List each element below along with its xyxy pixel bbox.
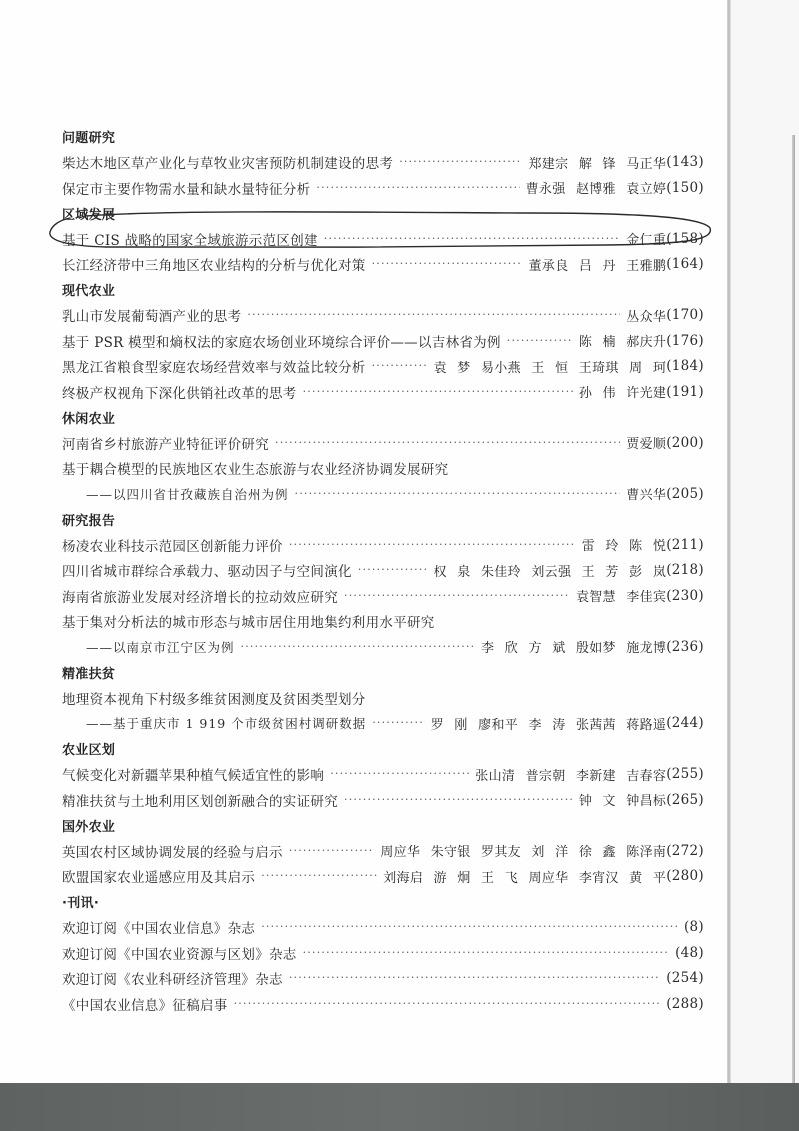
toc-entry[interactable] [62,991,704,1017]
page-number: (272) [666,842,704,859]
article-authors: 袁 梦 易小燕 王 恒 王琦琪 周 珂 [433,360,667,376]
dot-leader [289,843,375,859]
page-number: (150) [666,179,704,196]
article-authors: 孙 伟 许光建 [578,386,667,402]
toc-entry[interactable] [62,762,704,788]
article-title: 基于 CIS 战略的国家全域旅游示范区创建 [62,232,318,249]
article-authors: 曹永强 赵博雅 袁立婷 [525,182,667,198]
toc-entry[interactable] [62,583,704,609]
article-title: 基于耦合模型的民族地区农业生态旅游与农业经济协调发展研究 [62,462,449,479]
article-title: 杨凌农业科技示范园区创新能力评价 [62,538,283,555]
section-heading: 现代农业 [62,284,116,300]
dot-leader [241,639,476,655]
dot-leader [344,588,570,604]
dot-leader [316,180,519,196]
section-heading: 农业区划 [62,743,116,759]
article-title: 欢迎订阅《中国农业资源与区划》杂志 [62,946,297,963]
article-authors: 周应华 朱守银 罗其友 刘 洋 徐 鑫 陈泽南 [380,845,667,861]
article-authors: 陈 楠 郝庆升 [578,335,667,351]
toc-entry-title-line[interactable] [62,456,704,482]
toc-entry[interactable] [62,838,704,864]
article-title: 地理资本视角下村级多维贫困测度及贫困类型划分 [62,691,366,708]
toc-entry[interactable] [62,711,704,737]
page-number: (164) [666,256,704,273]
toc-entry[interactable] [62,558,704,584]
dot-leader [324,231,620,247]
article-authors: 张山清 普宗朝 李新建 吉春容 [475,768,667,784]
table-of-contents [62,124,704,1017]
dot-leader [372,358,428,374]
dot-leader [261,919,678,935]
toc-entry[interactable] [62,379,704,405]
article-authors: 刘海启 游 炯 王 飞 周应华 李宵汉 黄 平 [383,870,667,886]
article-authors: 雷 玲 陈 悦 [581,539,667,555]
dot-leader [289,537,576,553]
toc-entry[interactable] [62,303,704,329]
scanner-background [0,1083,799,1131]
dot-leader [372,715,424,731]
dot-leader [303,384,573,400]
toc-entry-title-line[interactable] [62,685,704,711]
article-title: 英国农村区域协调发展的经验与启示 [62,844,283,861]
dot-leader [234,996,661,1012]
section-heading: 研究报告 [62,513,116,529]
page-number: (200) [666,434,704,451]
dot-leader [358,562,428,578]
adjacent-page-edge [731,0,799,1083]
dot-leader [289,970,660,986]
article-subtitle: ——基于重庆市 1 919 个市级贫困村调研数据 [86,716,367,732]
page-number: (176) [666,332,704,349]
toc-entry[interactable] [62,966,704,992]
adjacent-page-border [792,135,795,1083]
article-authors: 曹兴华 [626,488,667,504]
toc-entry[interactable] [62,634,704,660]
toc-entry[interactable] [62,150,704,176]
dot-leader [261,868,377,884]
section-heading: 精准扶贫 [62,666,116,682]
article-authors: 贾爱顺 [626,437,667,453]
article-authors: 郑建宗 解 锋 马正华 [528,156,667,172]
toc-entry[interactable] [62,532,704,558]
page-number: (265) [666,791,704,808]
toc-entry[interactable] [62,354,704,380]
article-authors: 罗 刚 廖和平 李 涛 张茜茜 蒋路遥 [430,717,667,733]
page-number: (244) [666,715,704,732]
page-number: (170) [666,307,704,324]
toc-entry[interactable] [62,430,704,456]
article-authors: 钟 文 钟昌标 [578,794,667,810]
page-number: (158) [666,230,704,247]
section-heading: 休闲农业 [62,411,116,427]
page-number: (8) [683,919,704,936]
article-authors: 金仁重 [626,233,667,249]
page-number: (205) [666,485,704,502]
toc-entry[interactable] [62,252,704,278]
section-heading: 问题研究 [62,131,116,147]
article-authors: 袁智慧 李佳宾 [575,590,667,606]
article-title: 终极产权视角下深化供销社改革的思考 [62,385,297,402]
toc-entry[interactable] [62,481,704,507]
dot-leader [344,792,573,808]
article-title: 欧盟国家农业遥感应用及其启示 [62,870,256,887]
page-number: (184) [666,358,704,375]
article-title: 河南省乡村旅游产业特征评价研究 [62,436,269,453]
dot-leader [303,945,669,961]
page-number: (230) [666,587,704,604]
toc-entry[interactable] [62,864,704,890]
section-heading: 区域发展 [62,207,116,223]
toc-entry[interactable] [62,915,704,941]
page-number: (280) [666,868,704,885]
article-authors: 李 欣 方 斌 殷如梦 施龙博 [481,641,667,657]
article-title: 海南省旅游业发展对经济增长的拉动效应研究 [62,589,338,606]
page-number: (255) [666,766,704,783]
page-number: (211) [666,536,704,553]
dot-leader [247,307,620,323]
article-title: 四川省城市群综合承载力、驱动因子与空间演化 [62,564,352,581]
page-number: (191) [666,383,704,400]
article-title: 欢迎订阅《中国农业信息》杂志 [62,921,256,938]
dot-leader [507,333,573,349]
article-subtitle: ——以四川省甘孜藏族自治州为例 [86,486,289,502]
article-title: 保定市主要作物需水量和缺水量特征分析 [62,181,311,198]
article-title: 长江经济带中三角地区农业结构的分析与优化对策 [62,258,366,275]
article-authors: 董承良 吕 丹 王雅鹏 [528,258,667,274]
article-authors: 丛众华 [626,309,667,325]
toc-entry[interactable] [62,940,704,966]
article-title: 基于 PSR 模型和熵权法的家庭农场创业环境综合评价——以吉林省为例 [62,334,501,351]
toc-entry-title-line[interactable] [62,609,704,635]
dot-leader [372,256,523,272]
article-authors: 权 泉 朱佳玲 刘云强 王 芳 彭 岚 [433,564,667,580]
article-title: 《中国农业信息》征稿启事 [62,997,228,1014]
article-title: 基于集对分析法的城市形态与城市居住用地集约利用水平研究 [62,615,435,632]
article-title: 乳山市发展葡萄酒产业的思考 [62,309,242,326]
section-heading: 国外农业 [62,819,116,835]
page-number: (254) [666,970,704,987]
section-heading: ·刊讯· [62,896,100,912]
article-title: 精准扶贫与土地利用区划创新融合的实证研究 [62,793,338,810]
page-number: (218) [666,562,704,579]
page-number: (236) [666,638,704,655]
toc-entry[interactable] [62,787,704,813]
dot-leader [399,154,522,170]
dot-leader [275,435,620,451]
page-number: (143) [666,154,704,171]
article-subtitle: ——以南京市江宁区为例 [86,639,235,655]
toc-entry[interactable] [62,226,704,252]
article-title: 柴达木地区草产业化与草牧业灾害预防机制建设的思考 [62,156,394,173]
dot-leader [330,766,469,782]
article-title: 欢迎订阅《农业科研经济管理》杂志 [62,972,283,989]
dot-leader [295,486,621,502]
article-title: 黑龙江省粮食型家庭农场经营效率与效益比较分析 [62,360,366,377]
page-number: (288) [666,995,704,1012]
toc-entry[interactable] [62,175,704,201]
page-number: (48) [675,944,704,961]
article-title: 气候变化对新疆苹果种植气候适宜性的影响 [62,768,325,785]
toc-entry[interactable] [62,328,704,354]
